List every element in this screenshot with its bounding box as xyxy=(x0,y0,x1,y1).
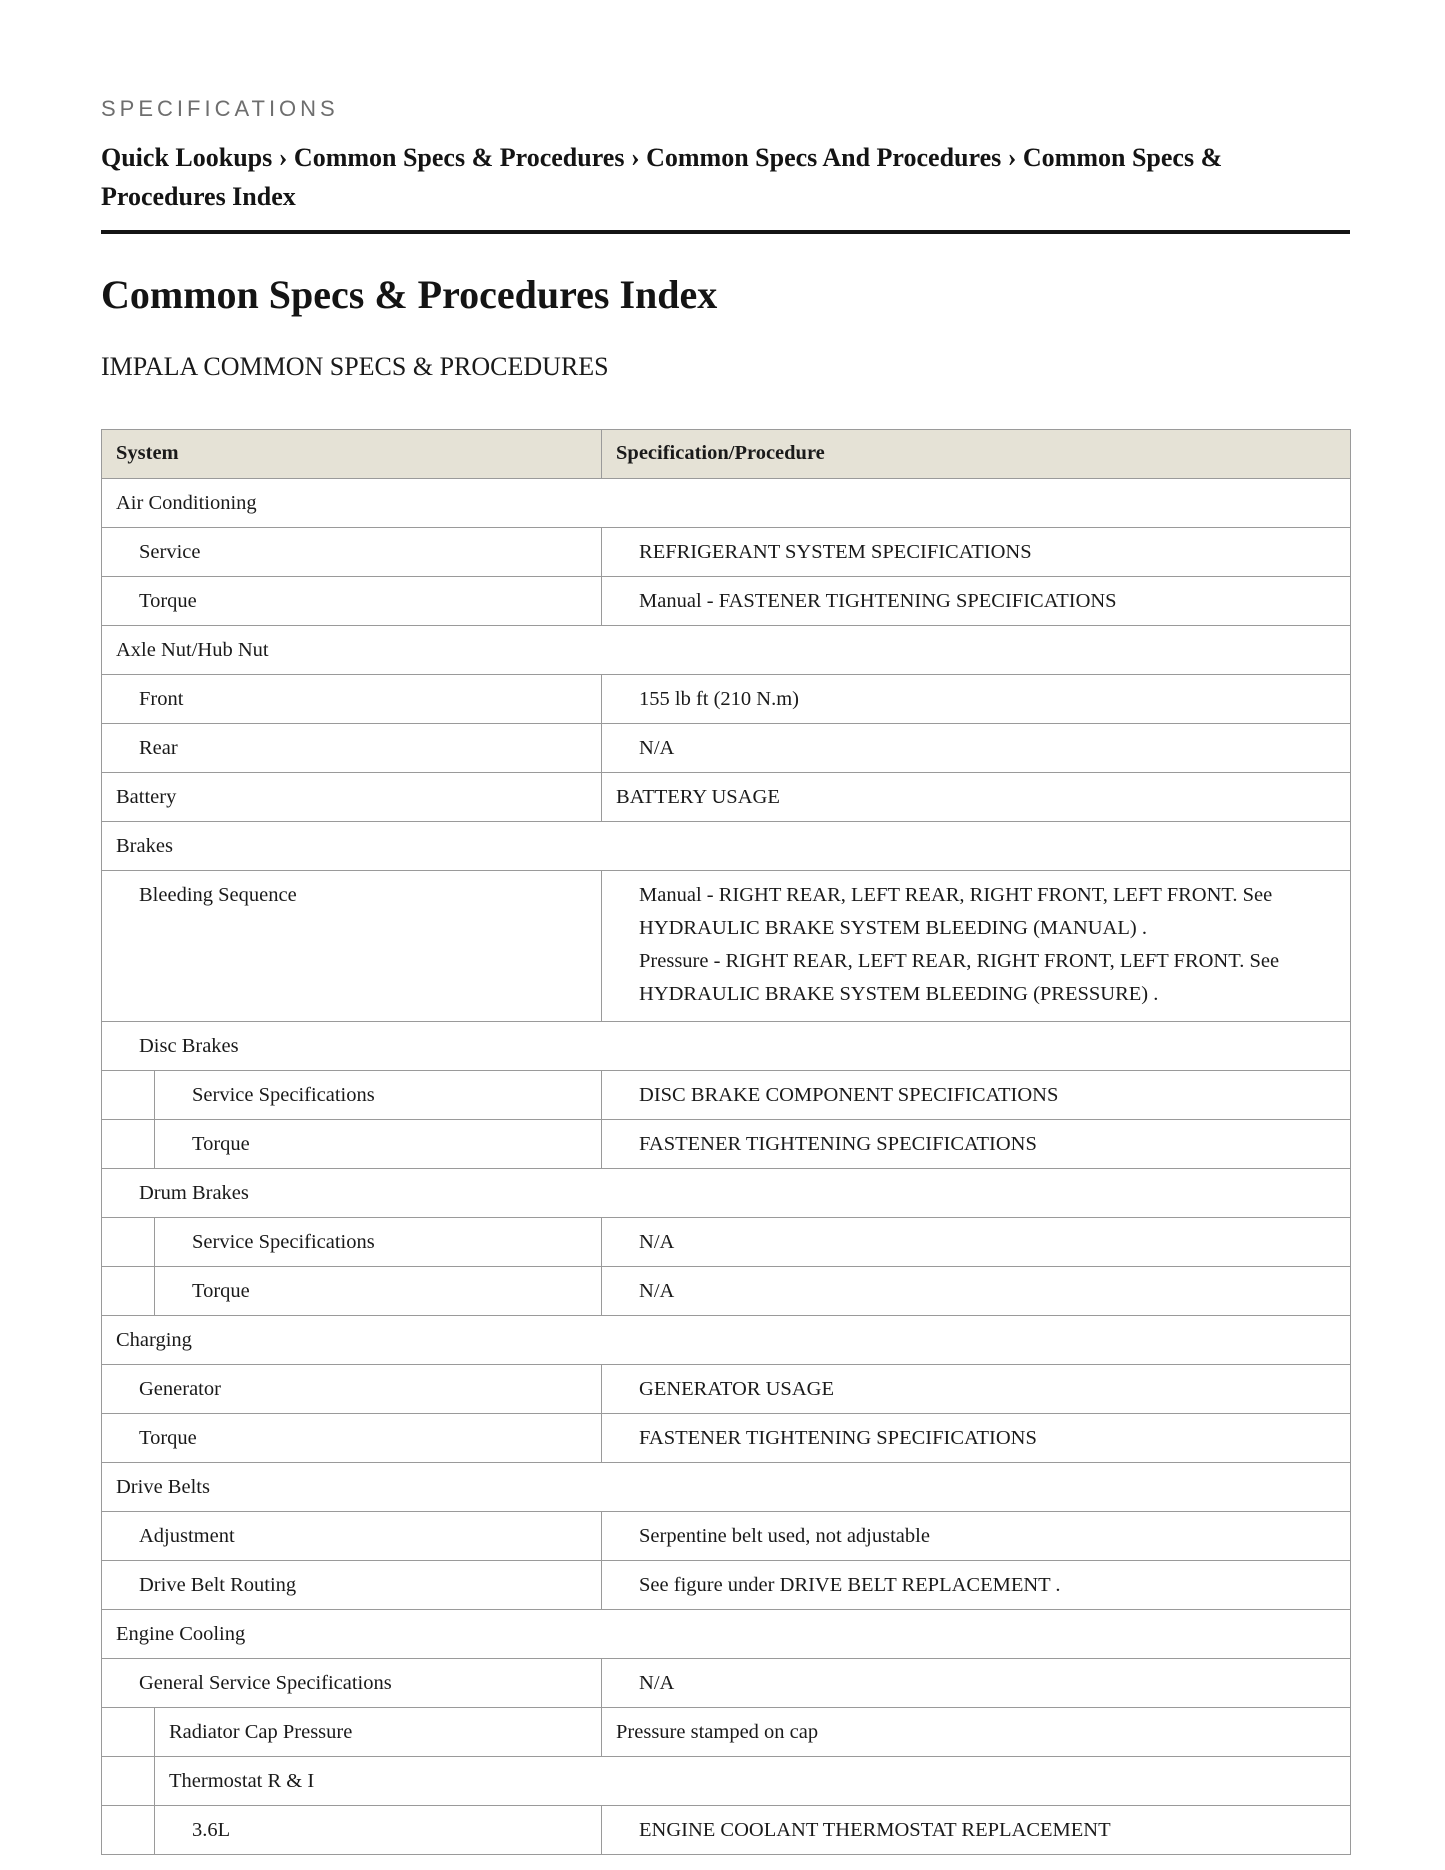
system-cell: Battery xyxy=(102,773,602,822)
breadcrumb-separator: › xyxy=(630,143,640,172)
table-row xyxy=(102,1757,1351,1806)
system-cell: Front xyxy=(102,675,602,724)
specification-cell: Manual - FASTENER TIGHTENING SPECIFICATIONS xyxy=(602,577,1351,626)
indent-spacer-cell xyxy=(102,1267,155,1316)
system-cell: Torque xyxy=(102,577,602,626)
specification-cell: N/A xyxy=(602,1267,1351,1316)
table-row xyxy=(102,1365,1351,1414)
system-cell: Drive Belts xyxy=(102,1463,1351,1512)
header-divider xyxy=(101,230,1350,234)
system-cell: Generator xyxy=(102,1365,602,1414)
table-row xyxy=(102,1659,1351,1708)
indent-spacer-cell xyxy=(102,1120,155,1169)
specification-cell xyxy=(602,871,1351,1022)
breadcrumb-item-current[interactable]: Common Specs & Procedures Index xyxy=(101,143,1223,211)
table-row xyxy=(102,871,1351,1022)
specification-cell: GENERATOR USAGE xyxy=(602,1365,1351,1414)
breadcrumb xyxy=(101,138,1350,216)
table-row xyxy=(102,1218,1351,1267)
page-subtitle: IMPALA COMMON SPECS & PROCEDURES xyxy=(101,352,609,381)
system-cell: Engine Cooling xyxy=(102,1610,1351,1659)
system-cell: Air Conditioning xyxy=(102,479,1351,528)
system-cell: Service Specifications xyxy=(155,1218,602,1267)
system-cell: Bleeding Sequence xyxy=(102,871,602,1022)
system-cell: Drum Brakes xyxy=(102,1169,1351,1218)
table-row xyxy=(102,1561,1351,1610)
specification-cell: BATTERY USAGE xyxy=(602,773,1351,822)
table-row xyxy=(102,1071,1351,1120)
indent-spacer-cell xyxy=(102,1708,155,1757)
table-row xyxy=(102,1806,1351,1855)
system-cell: Charging xyxy=(102,1316,1351,1365)
breadcrumb-separator: › xyxy=(278,143,288,172)
table-row xyxy=(102,822,1351,871)
system-cell: Torque xyxy=(102,1414,602,1463)
table-row xyxy=(102,1267,1351,1316)
table-row xyxy=(102,1120,1351,1169)
table-row xyxy=(102,724,1351,773)
table-row xyxy=(102,773,1351,822)
breadcrumb-item-quick-lookups[interactable]: Quick Lookups xyxy=(101,143,273,172)
table-row xyxy=(102,1463,1351,1512)
specification-cell: N/A xyxy=(602,724,1351,773)
table-row xyxy=(102,1316,1351,1365)
system-cell: Rear xyxy=(102,724,602,773)
specification-line: Pressure - RIGHT REAR, LEFT REAR, RIGHT FRONT, LEFT FRONT. See HYDRAULIC BRAKE SYSTEM BLEEDING (PRESSURE) . xyxy=(639,950,1280,1005)
page-title: Common Specs & Procedures Index xyxy=(101,272,718,317)
specification-cell: ENGINE COOLANT THERMOSTAT REPLACEMENT xyxy=(602,1806,1351,1855)
system-cell: Thermostat R & I xyxy=(155,1757,1351,1806)
breadcrumb-item-common-specs-and-procedures[interactable]: Common Specs And Procedures xyxy=(646,143,1002,172)
indent-spacer-cell xyxy=(102,1218,155,1267)
section-label: SPECIFICATIONS xyxy=(101,96,339,121)
table-row xyxy=(102,1708,1351,1757)
specification-cell: DISC BRAKE COMPONENT SPECIFICATIONS xyxy=(602,1071,1351,1120)
specification-cell: Serpentine belt used, not adjustable xyxy=(602,1512,1351,1561)
system-cell: Torque xyxy=(155,1120,602,1169)
table-row xyxy=(102,1022,1351,1071)
specification-cell: See figure under DRIVE BELT REPLACEMENT . xyxy=(602,1561,1351,1610)
specs-table xyxy=(101,429,1351,1855)
system-cell: General Service Specifications xyxy=(102,1659,602,1708)
column-header-system: System xyxy=(102,430,602,479)
specification-cell: Pressure stamped on cap xyxy=(602,1708,1351,1757)
specification-cell: N/A xyxy=(602,1218,1351,1267)
system-cell: Disc Brakes xyxy=(102,1022,1351,1071)
table-row xyxy=(102,1512,1351,1561)
page xyxy=(101,0,1350,1855)
system-cell: 3.6L xyxy=(155,1806,602,1855)
specification-line: Manual - RIGHT REAR, LEFT REAR, RIGHT FRONT, LEFT FRONT. See HYDRAULIC BRAKE SYSTEM BLEEDING (MANUAL) . xyxy=(639,884,1273,939)
table-row xyxy=(102,479,1351,528)
indent-spacer-cell xyxy=(102,1806,155,1855)
table-row xyxy=(102,675,1351,724)
system-cell: Axle Nut/Hub Nut xyxy=(102,626,1351,675)
system-cell: Drive Belt Routing xyxy=(102,1561,602,1610)
breadcrumb-separator: › xyxy=(1007,143,1017,172)
indent-spacer-cell xyxy=(102,1757,155,1806)
table-row xyxy=(102,528,1351,577)
system-cell: Brakes xyxy=(102,822,1351,871)
table-header-row xyxy=(102,430,1351,479)
table-row xyxy=(102,1414,1351,1463)
table-row xyxy=(102,1169,1351,1218)
table-row xyxy=(102,626,1351,675)
table-row xyxy=(102,1610,1351,1659)
specification-cell: 155 lb ft (210 N.m) xyxy=(602,675,1351,724)
table-body xyxy=(102,479,1351,1855)
system-cell: Service Specifications xyxy=(155,1071,602,1120)
system-cell: Service xyxy=(102,528,602,577)
column-header-specification: Specification/Procedure xyxy=(602,430,1351,479)
indent-spacer-cell xyxy=(102,1071,155,1120)
table-row xyxy=(102,577,1351,626)
specification-cell: FASTENER TIGHTENING SPECIFICATIONS xyxy=(602,1414,1351,1463)
system-cell: Adjustment xyxy=(102,1512,602,1561)
specification-cell: FASTENER TIGHTENING SPECIFICATIONS xyxy=(602,1120,1351,1169)
specification-cell: REFRIGERANT SYSTEM SPECIFICATIONS xyxy=(602,528,1351,577)
system-cell: Radiator Cap Pressure xyxy=(155,1708,602,1757)
system-cell: Torque xyxy=(155,1267,602,1316)
breadcrumb-item-common-specs-procedures[interactable]: Common Specs & Procedures xyxy=(293,143,625,172)
specification-cell: N/A xyxy=(602,1659,1351,1708)
